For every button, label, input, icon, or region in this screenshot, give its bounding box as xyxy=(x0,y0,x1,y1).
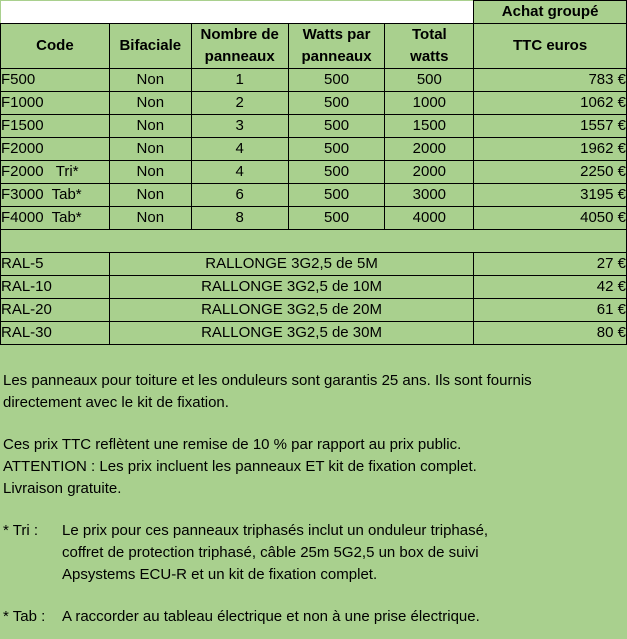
header-nombre xyxy=(191,24,288,69)
tri-footnote-key: * Tri : xyxy=(3,522,39,539)
kit-ttc: 2250 € xyxy=(474,161,627,184)
kit-nombre: 2 xyxy=(191,92,288,115)
kit-total: 1000 xyxy=(385,92,474,115)
table-row xyxy=(1,276,627,299)
blank-corner xyxy=(1,1,474,24)
table-row xyxy=(1,322,627,345)
ral-ttc: 80 € xyxy=(474,322,627,345)
kit-watts: 500 xyxy=(288,92,385,115)
ral-ttc: 27 € xyxy=(474,253,627,276)
ral-code: RAL-20 xyxy=(1,299,110,322)
table-row xyxy=(1,299,627,322)
tri-footnote-line-1: Le prix pour ces panneaux triphasés inclut un onduleur triphasé, xyxy=(62,522,489,539)
kit-watts: 500 xyxy=(288,138,385,161)
table-row xyxy=(1,69,627,92)
tri-footnote-line-3: Apsystems ECU-R et un kit de fixation complet. xyxy=(62,566,378,583)
kit-bifaciale: Non xyxy=(109,92,191,115)
ral-code: RAL-10 xyxy=(1,276,110,299)
ral-ttc: 42 € xyxy=(474,276,627,299)
ral-description: RALLONGE 3G2,5 de 10M xyxy=(109,276,473,299)
kit-total: 2000 xyxy=(385,138,474,161)
kit-bifaciale: Non xyxy=(109,207,191,230)
kit-ttc: 1062 € xyxy=(474,92,627,115)
kit-ttc: 1962 € xyxy=(474,138,627,161)
kit-bifaciale: Non xyxy=(109,161,191,184)
kit-watts: 500 xyxy=(288,69,385,92)
kit-total: 4000 xyxy=(385,207,474,230)
tab-footnote-line-1: A raccorder au tableau électrique et non à une prise électrique. xyxy=(62,608,480,625)
separator-cell xyxy=(1,230,627,253)
header-ttc: TTC euros xyxy=(474,24,627,69)
tab-footnote xyxy=(3,606,623,628)
kit-watts: 500 xyxy=(288,207,385,230)
kit-code: F1500 xyxy=(1,115,110,138)
kit-total: 1500 xyxy=(385,115,474,138)
ral-description: RALLONGE 3G2,5 de 5M xyxy=(109,253,473,276)
tri-footnote-line-2: coffret de protection triphasé, câble 25m 5G2,5 un box de suivi xyxy=(62,544,479,561)
kit-total: 500 xyxy=(385,69,474,92)
tri-footnote xyxy=(3,520,623,586)
kit-ttc: 4050 € xyxy=(474,207,627,230)
kit-bifaciale: Non xyxy=(109,184,191,207)
kit-code: F500 xyxy=(1,69,110,92)
kit-bifaciale: Non xyxy=(109,115,191,138)
kit-bifaciale: Non xyxy=(109,69,191,92)
prices-line-1: Ces prix TTC reflètent une remise de 10 % par rapport au prix public. xyxy=(3,436,462,453)
header-total-line1: Total xyxy=(411,26,447,43)
kit-code: F2000 xyxy=(1,138,110,161)
table-row xyxy=(1,115,627,138)
ral-code: RAL-5 xyxy=(1,253,110,276)
header-total xyxy=(385,24,474,69)
table-row xyxy=(1,92,627,115)
table-row xyxy=(1,184,627,207)
prices-line-2: ATTENTION : Les prix incluent les panneaux ET kit de fixation complet. xyxy=(3,458,477,475)
table-row xyxy=(1,207,627,230)
header-nombre-line2: panneaux xyxy=(204,48,275,65)
ral-ttc: 61 € xyxy=(474,299,627,322)
table-row xyxy=(1,253,627,276)
header-watts xyxy=(288,24,385,69)
guarantee-line-2: directement avec le kit de fixation. xyxy=(3,394,229,411)
group-header: Achat groupé xyxy=(474,1,627,24)
ral-code: RAL-30 xyxy=(1,322,110,345)
table-row xyxy=(1,138,627,161)
header-bifaciale: Bifaciale xyxy=(109,24,191,69)
table-row xyxy=(1,161,627,184)
kit-code: F1000 xyxy=(1,92,110,115)
header-watts-line1: Watts par xyxy=(302,26,371,43)
kit-nombre: 1 xyxy=(191,69,288,92)
kit-watts: 500 xyxy=(288,184,385,207)
kit-nombre: 4 xyxy=(191,161,288,184)
kit-nombre: 3 xyxy=(191,115,288,138)
separator-row xyxy=(1,230,627,253)
header-watts-line2: panneaux xyxy=(301,48,372,65)
header-code: Code xyxy=(1,24,110,69)
kit-total: 2000 xyxy=(385,161,474,184)
kit-total: 3000 xyxy=(385,184,474,207)
header-nombre-line1: Nombre de xyxy=(200,26,279,43)
guarantee-line-1: Les panneaux pour toiture et les onduleurs sont garantis 25 ans. Ils sont fournis xyxy=(3,372,532,389)
kit-ttc: 3195 € xyxy=(474,184,627,207)
kit-ttc: 1557 € xyxy=(474,115,627,138)
prices-line-3: Livraison gratuite. xyxy=(3,480,122,497)
kit-watts: 500 xyxy=(288,161,385,184)
notes-section xyxy=(3,370,623,628)
kit-ttc: 783 € xyxy=(474,69,627,92)
header-total-line2: watts xyxy=(410,48,449,65)
ral-description: RALLONGE 3G2,5 de 30M xyxy=(109,322,473,345)
kit-code: F4000 Tab* xyxy=(1,207,110,230)
kit-nombre: 4 xyxy=(191,138,288,161)
tab-footnote-key: * Tab : xyxy=(3,608,46,625)
kit-nombre: 6 xyxy=(191,184,288,207)
kit-bifaciale: Non xyxy=(109,138,191,161)
kit-watts: 500 xyxy=(288,115,385,138)
kit-code: F2000 Tri* xyxy=(1,161,110,184)
ral-description: RALLONGE 3G2,5 de 20M xyxy=(109,299,473,322)
kit-code: F3000 Tab* xyxy=(1,184,110,207)
kit-nombre: 8 xyxy=(191,207,288,230)
